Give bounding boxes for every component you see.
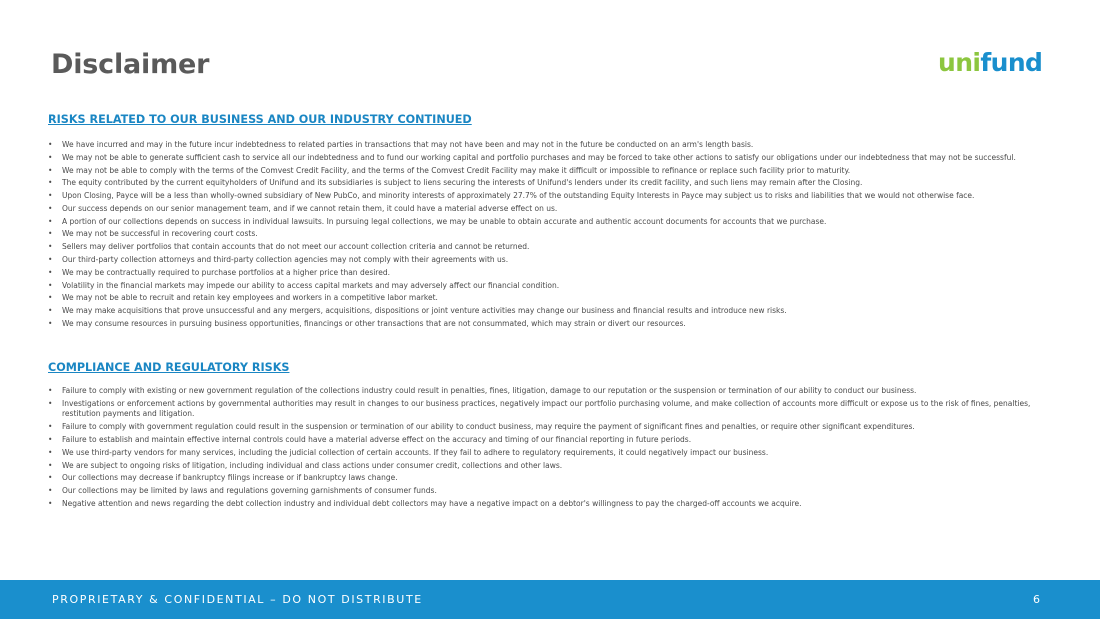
- list-item: • Our collections may be limited by laws and regulations governing garnishments of consumer funds.: [48, 486, 1048, 497]
- list-item: • We are subject to ongoing risks of litigation, including individual and class actions under consumer credit, collections and other laws.: [48, 461, 1048, 472]
- list-item: • Investigations or enforcement actions by governmental authorities may result in changes to our business practices, negatively impact our portfolio purchasing volume, and make collection of accounts more difficult or expose us to the risk of fines, penalties, restitution payments and litigation.: [48, 399, 1048, 420]
- list-item: • We may be contractually required to purchase portfolios at a higher price than desired.: [48, 268, 1048, 279]
- list-item: • We use third-party vendors for many services, including the judicial collection of certain accounts. If they fail to adhere to regulatory requirements, it could negatively impact our business.: [48, 448, 1048, 459]
- list-item: • We may consume resources in pursuing business opportunities, financings or other transactions that are not consummated, which may strain or divert our resources.: [48, 319, 1048, 330]
- compliance-risks-list: [48, 386, 1048, 512]
- list-item: • Sellers may deliver portfolios that contain accounts that do not meet our account collection criteria and cannot be returned.: [48, 242, 1048, 253]
- list-item: • Failure to comply with government regulation could result in the suspension or termination of our ability to conduct business, may require the payment of significant fines and penalties, or require other significant expenditures.: [48, 422, 1048, 433]
- confidentiality-notice: PROPRIETARY & CONFIDENTIAL – DO NOT DISTRIBUTE: [52, 593, 423, 606]
- business-risks-list: [48, 140, 1048, 332]
- list-item: • We may not be able to comply with the terms of the Comvest Credit Facility, and the terms of the Comvest Credit Facility may make it difficult or impossible to refinance or replace such facility prior to maturity.: [48, 166, 1048, 177]
- list-item: • We have incurred and may in the future incur indebtedness to related parties in transactions that may not have been and may not in the future be conducted on an arm's length basis.: [48, 140, 1048, 151]
- section-heading-compliance-risks: COMPLIANCE AND REGULATORY RISKS: [48, 361, 290, 374]
- list-item: • A portion of our collections depends on success in individual lawsuits. In pursuing legal collections, we may be unable to obtain accurate and authentic account documents for accounts that we purchase.: [48, 217, 1048, 228]
- list-item: • Failure to establish and maintain effective internal controls could have a material adverse effect on the accuracy and timing of our financial reporting in future periods.: [48, 435, 1048, 446]
- list-item: • Upon Closing, Payce will be a less than wholly-owned subsidiary of New PubCo, and minority interests of approximately 27.7% of the outstanding Equity Interests in Payce may subject us to risks and liabilities that we would not otherwise face.: [48, 191, 1048, 202]
- list-item: • We may not be successful in recovering court costs.: [48, 229, 1048, 240]
- list-item: • We may not be able to recruit and retain key employees and workers in a competitive labor market.: [48, 293, 1048, 304]
- list-item: • Our collections may decrease if bankruptcy filings increase or if bankruptcy laws change.: [48, 473, 1048, 484]
- svg-text:unifund: unifund: [938, 48, 1043, 76]
- page-number: 6: [1033, 593, 1040, 606]
- unifund-logo: [938, 48, 1050, 76]
- list-item: • Volatility in the financial markets may impede our ability to access capital markets and may adversely affect our financial condition.: [48, 281, 1048, 292]
- list-item: • We may make acquisitions that prove unsuccessful and any mergers, acquisitions, dispositions or joint venture activities may change our business and financial results and introduce new risks.: [48, 306, 1048, 317]
- list-item: • We may not be able to generate sufficient cash to service all our indebtedness and to fund our working capital and portfolio purchases and may be forced to take other actions to satisfy our obligations under our indebtedness that may not be successful.: [48, 153, 1048, 164]
- list-item: • Negative attention and news regarding the debt collection industry and individual debt collectors may have a negative impact on a debtor's willingness to pay the charged-off accounts we acquire.: [48, 499, 1048, 510]
- list-item: • The equity contributed by the current equityholders of Unifund and its subsidiaries is subject to liens securing the interests of Unifund's lenders under its credit facility, and such liens may remain after the Closing.: [48, 178, 1048, 189]
- page-title: Disclaimer: [51, 49, 210, 80]
- list-item: • Failure to comply with existing or new government regulation of the collections industry could result in penalties, fines, litigation, damage to our reputation or the suspension or termination of our ability to conduct our business.: [48, 386, 1048, 397]
- section-heading-business-risks: RISKS RELATED TO OUR BUSINESS AND OUR INDUSTRY CONTINUED: [48, 113, 472, 126]
- footer-bar: [0, 580, 1100, 619]
- list-item: • Our third-party collection attorneys and third-party collection agencies may not comply with their agreements with us.: [48, 255, 1048, 266]
- list-item: • Our success depends on our senior management team, and if we cannot retain them, it could have a material adverse effect on us.: [48, 204, 1048, 215]
